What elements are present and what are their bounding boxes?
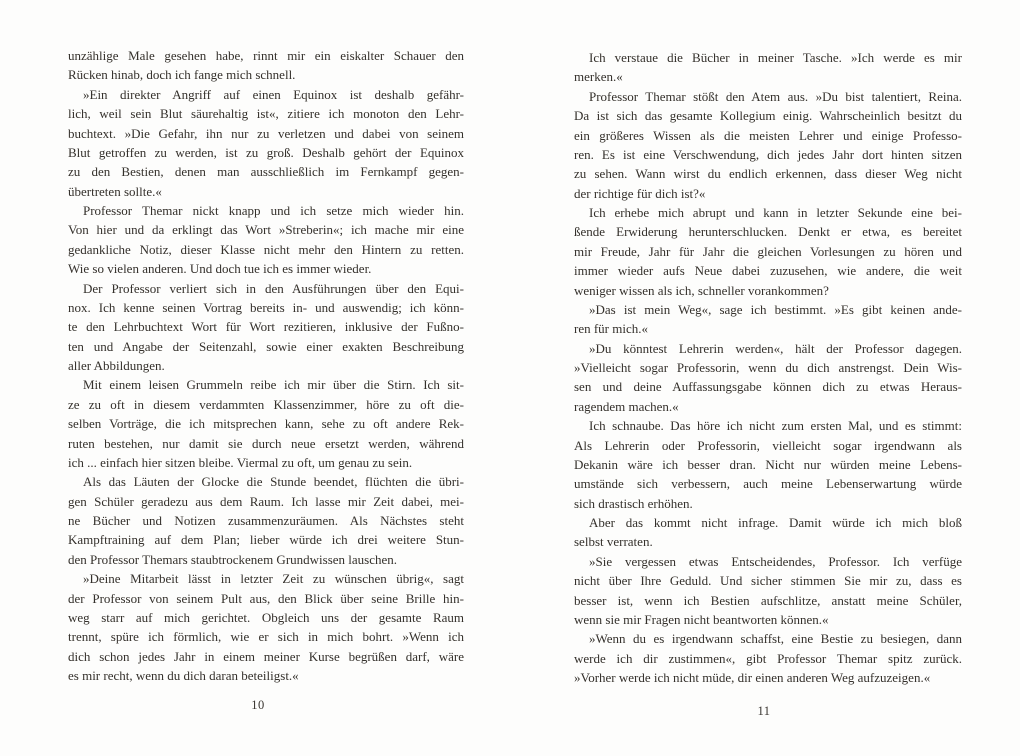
text-line: Kampftraining auf dem Plan; lieber würde ich drei weitere Stun- bbox=[68, 532, 464, 548]
text-line: buchtext. »Die Gefahr, ihn nur zu verletzen und dabei von seinem bbox=[68, 125, 464, 141]
text-line: »Du könntest Lehrerin werden«, hält der Professor dagegen. bbox=[589, 340, 962, 356]
text-line: Von hier und da erklingt das Wort »Streberin«; ich mache mir eine bbox=[68, 222, 464, 238]
text-line: sich drastisch erhöhen. bbox=[574, 495, 693, 511]
text-line: Professor Themar stößt den Atem aus. »Du bist talentiert, Reina. bbox=[589, 88, 962, 104]
text-line: Blut getroffen zu werden, ist zu groß. Deshalb gehört der Equinox bbox=[68, 144, 464, 160]
text-line: zu den Bestien, denen man ausschließlich im Fernkampf gegen- bbox=[68, 164, 464, 180]
text-line: te den Lehrbuchtext Wort für Wort rezitieren, inklusive der Fußno- bbox=[68, 319, 464, 335]
text-line: weniger wissen als ich, schneller vorankommen? bbox=[574, 282, 829, 298]
text-line: ruten bestehen, nur damit sie durch neue ersetzt werden, während bbox=[68, 435, 464, 451]
text-line: Ich verstaue die Bücher in meiner Tasche. »Ich werde es mir bbox=[589, 50, 962, 65]
text-line: den Professor Themars staubtrockenem Grundwissen lauschen. bbox=[68, 551, 398, 567]
text-line: ten und Angabe der Seitenzahl, sowie einer exakten Beschreibung bbox=[68, 338, 464, 354]
text-line: gedankliche Notiz, dieser Klasse nicht mehr den Hintern zu retten. bbox=[68, 241, 464, 257]
text-line: »Deine Mitarbeit lässt in letzter Zeit zu wünschen übrig«, sagt bbox=[83, 571, 464, 587]
text-column-right bbox=[574, 48, 962, 687]
text-line: unzählige Male gesehen habe, rinnt mir ein eiskalter Schauer den bbox=[68, 48, 464, 63]
text-line: ren. Es ist eine Verschwendung, dich jedes Jahr dort hinten sitzen bbox=[574, 146, 962, 162]
text-line: ragendem machen.« bbox=[574, 398, 679, 414]
text-line: »Vorher werde ich nicht müde, dir einen anderen Weg aufzuzeigen.« bbox=[574, 670, 931, 685]
text-line: Ich schnaube. Das höre ich nicht zum ersten Mal, und es stimmt: bbox=[589, 418, 962, 434]
text-line: zu sehen. Wann wirst du endlich erkennen, dass dieser Weg nicht bbox=[574, 166, 962, 182]
text-line: werde ich dir zustimmen«, gibt Professor Themar spitz zurück. bbox=[574, 650, 962, 666]
text-line: ren für mich.« bbox=[574, 321, 649, 337]
text-line: ze zu oft in diesem verdammten Klassenzimmer, höre zu oft die- bbox=[68, 396, 464, 412]
text-line: »Wenn du es irgendwann schaffst, eine Bestie zu besiegen, dann bbox=[589, 631, 962, 647]
text-line: lich, weil sein Blut säurehaltig ist«, zitiere ich monoton den Lehr- bbox=[68, 106, 464, 122]
text-line: aller Abbildungen. bbox=[68, 358, 165, 373]
text-line: merken.« bbox=[574, 69, 623, 85]
text-line: ein größeres Wissen als die meisten Lehrer und einige Professo- bbox=[574, 127, 962, 143]
text-line: selbst verraten. bbox=[574, 534, 653, 550]
text-line: »Das ist mein Weg«, sage ich bestimmt. »Es gibt keinen ande- bbox=[589, 301, 962, 317]
text-line: Aber das kommt nicht infrage. Damit würde ich mich bloß bbox=[589, 515, 962, 530]
text-line: Rücken hinab, doch ich fange mich schnell. bbox=[68, 67, 296, 83]
text-line: übertreten sollte.« bbox=[68, 183, 162, 199]
text-line: »Ein direkter Angriff auf einen Equinox ist deshalb gefähr- bbox=[83, 86, 464, 102]
text-line: Dekanin wäre ich besser dran. Nicht nur würden meine Lebens- bbox=[574, 456, 962, 472]
text-line: »Sie vergessen etwas Entscheidendes, Professor. Ich verfüge bbox=[589, 553, 962, 569]
page-number-right: 11 bbox=[757, 704, 771, 718]
text-line: Der Professor verliert sich in den Ausführungen über den Equi- bbox=[83, 280, 464, 296]
text-line: »Vielleicht sogar Professorin, wenn du dich anstrengst. Dein Wis- bbox=[574, 360, 962, 375]
text-line: wenn sie mir Fragen nicht beantworten können.« bbox=[574, 611, 829, 627]
text-line: Da ist sich das gesamte Kollegium einig. Wahrscheinlich besitzt du bbox=[574, 108, 962, 124]
text-line: gen Schüler geradezu aus dem Raum. Ich lasse mir Zeit dabei, mei- bbox=[68, 493, 464, 509]
text-line: nox. Ich kenne seinen Vortrag bereits in- und auswendig; ich könn- bbox=[68, 299, 464, 315]
text-line: ßende Erwiderung herunterschlucken. Denkt er etwa, es bereitet bbox=[574, 224, 962, 240]
text-line: der Professor von seinem Pult aus, den Blick über seine Brille hin- bbox=[68, 590, 464, 606]
text-line: Als Lehrerin oder Professorin, vielleicht sogar irgendwann als bbox=[574, 437, 962, 453]
text-line: Ich erhebe mich abrupt und kann in letzter Sekunde eine bei- bbox=[589, 205, 962, 220]
text-line: selben Vorträge, die ich mitsprechen kann, sehe zu oft andere Rek- bbox=[68, 416, 464, 432]
text-line: immer wieder aufs Neue dabei zuzusehen, wie andere, die weit bbox=[574, 263, 962, 279]
text-line: dich schon jedes Jahr in einem meiner Kurse begrüßen darf, wäre bbox=[68, 648, 464, 664]
text-line: Als das Läuten der Glocke die Stunde beendet, flüchten die übri- bbox=[83, 474, 464, 490]
text-line: umstände sich verbessern, auch meine Lebenserwartung würde bbox=[574, 476, 962, 492]
text-line: ich ... einfach hier sitzen bleibe. Viermal zu oft, um genau zu sein. bbox=[68, 454, 413, 470]
text-line: ne Bücher und Notizen zusammenzuräumen. Als Nächstes steht bbox=[68, 513, 464, 528]
text-line: Mit einem leisen Grummeln reibe ich mir über die Stirn. Ich sit- bbox=[83, 377, 464, 393]
text-line: sen und deine Auffassungsgabe können dich zu etwas Heraus- bbox=[574, 379, 962, 395]
text-line: nicht über Ihre Geduld. Und sicher stimmen Sie mir zu, dass es bbox=[574, 573, 962, 589]
text-line: Professor Themar nickt knapp und ich setze mich wieder hin. bbox=[83, 203, 464, 218]
text-line: Wie so vielen anderen. Und doch tue ich es immer wieder. bbox=[68, 261, 372, 277]
text-line: der richtige für dich ist?« bbox=[574, 185, 706, 201]
text-column-left bbox=[68, 46, 464, 685]
text-line: weg starr auf mich gerichtet. Obgleich uns der gesamte Raum bbox=[68, 609, 464, 625]
text-line: es mir recht, wenn du dich daran beteiligst.« bbox=[68, 668, 299, 683]
text-line: trennt, spüre ich förmlich, wie er sich in mich bohrt. »Wenn ich bbox=[68, 629, 464, 645]
text-line: mir Freude, Jahr für Jahr die gleichen Vorlesungen zu hören und bbox=[574, 243, 962, 259]
text-line: besser ist, wenn ich Bestien aufschlitze, anstatt meine Schüler, bbox=[574, 592, 962, 608]
page-number-left: 10 bbox=[251, 698, 265, 712]
